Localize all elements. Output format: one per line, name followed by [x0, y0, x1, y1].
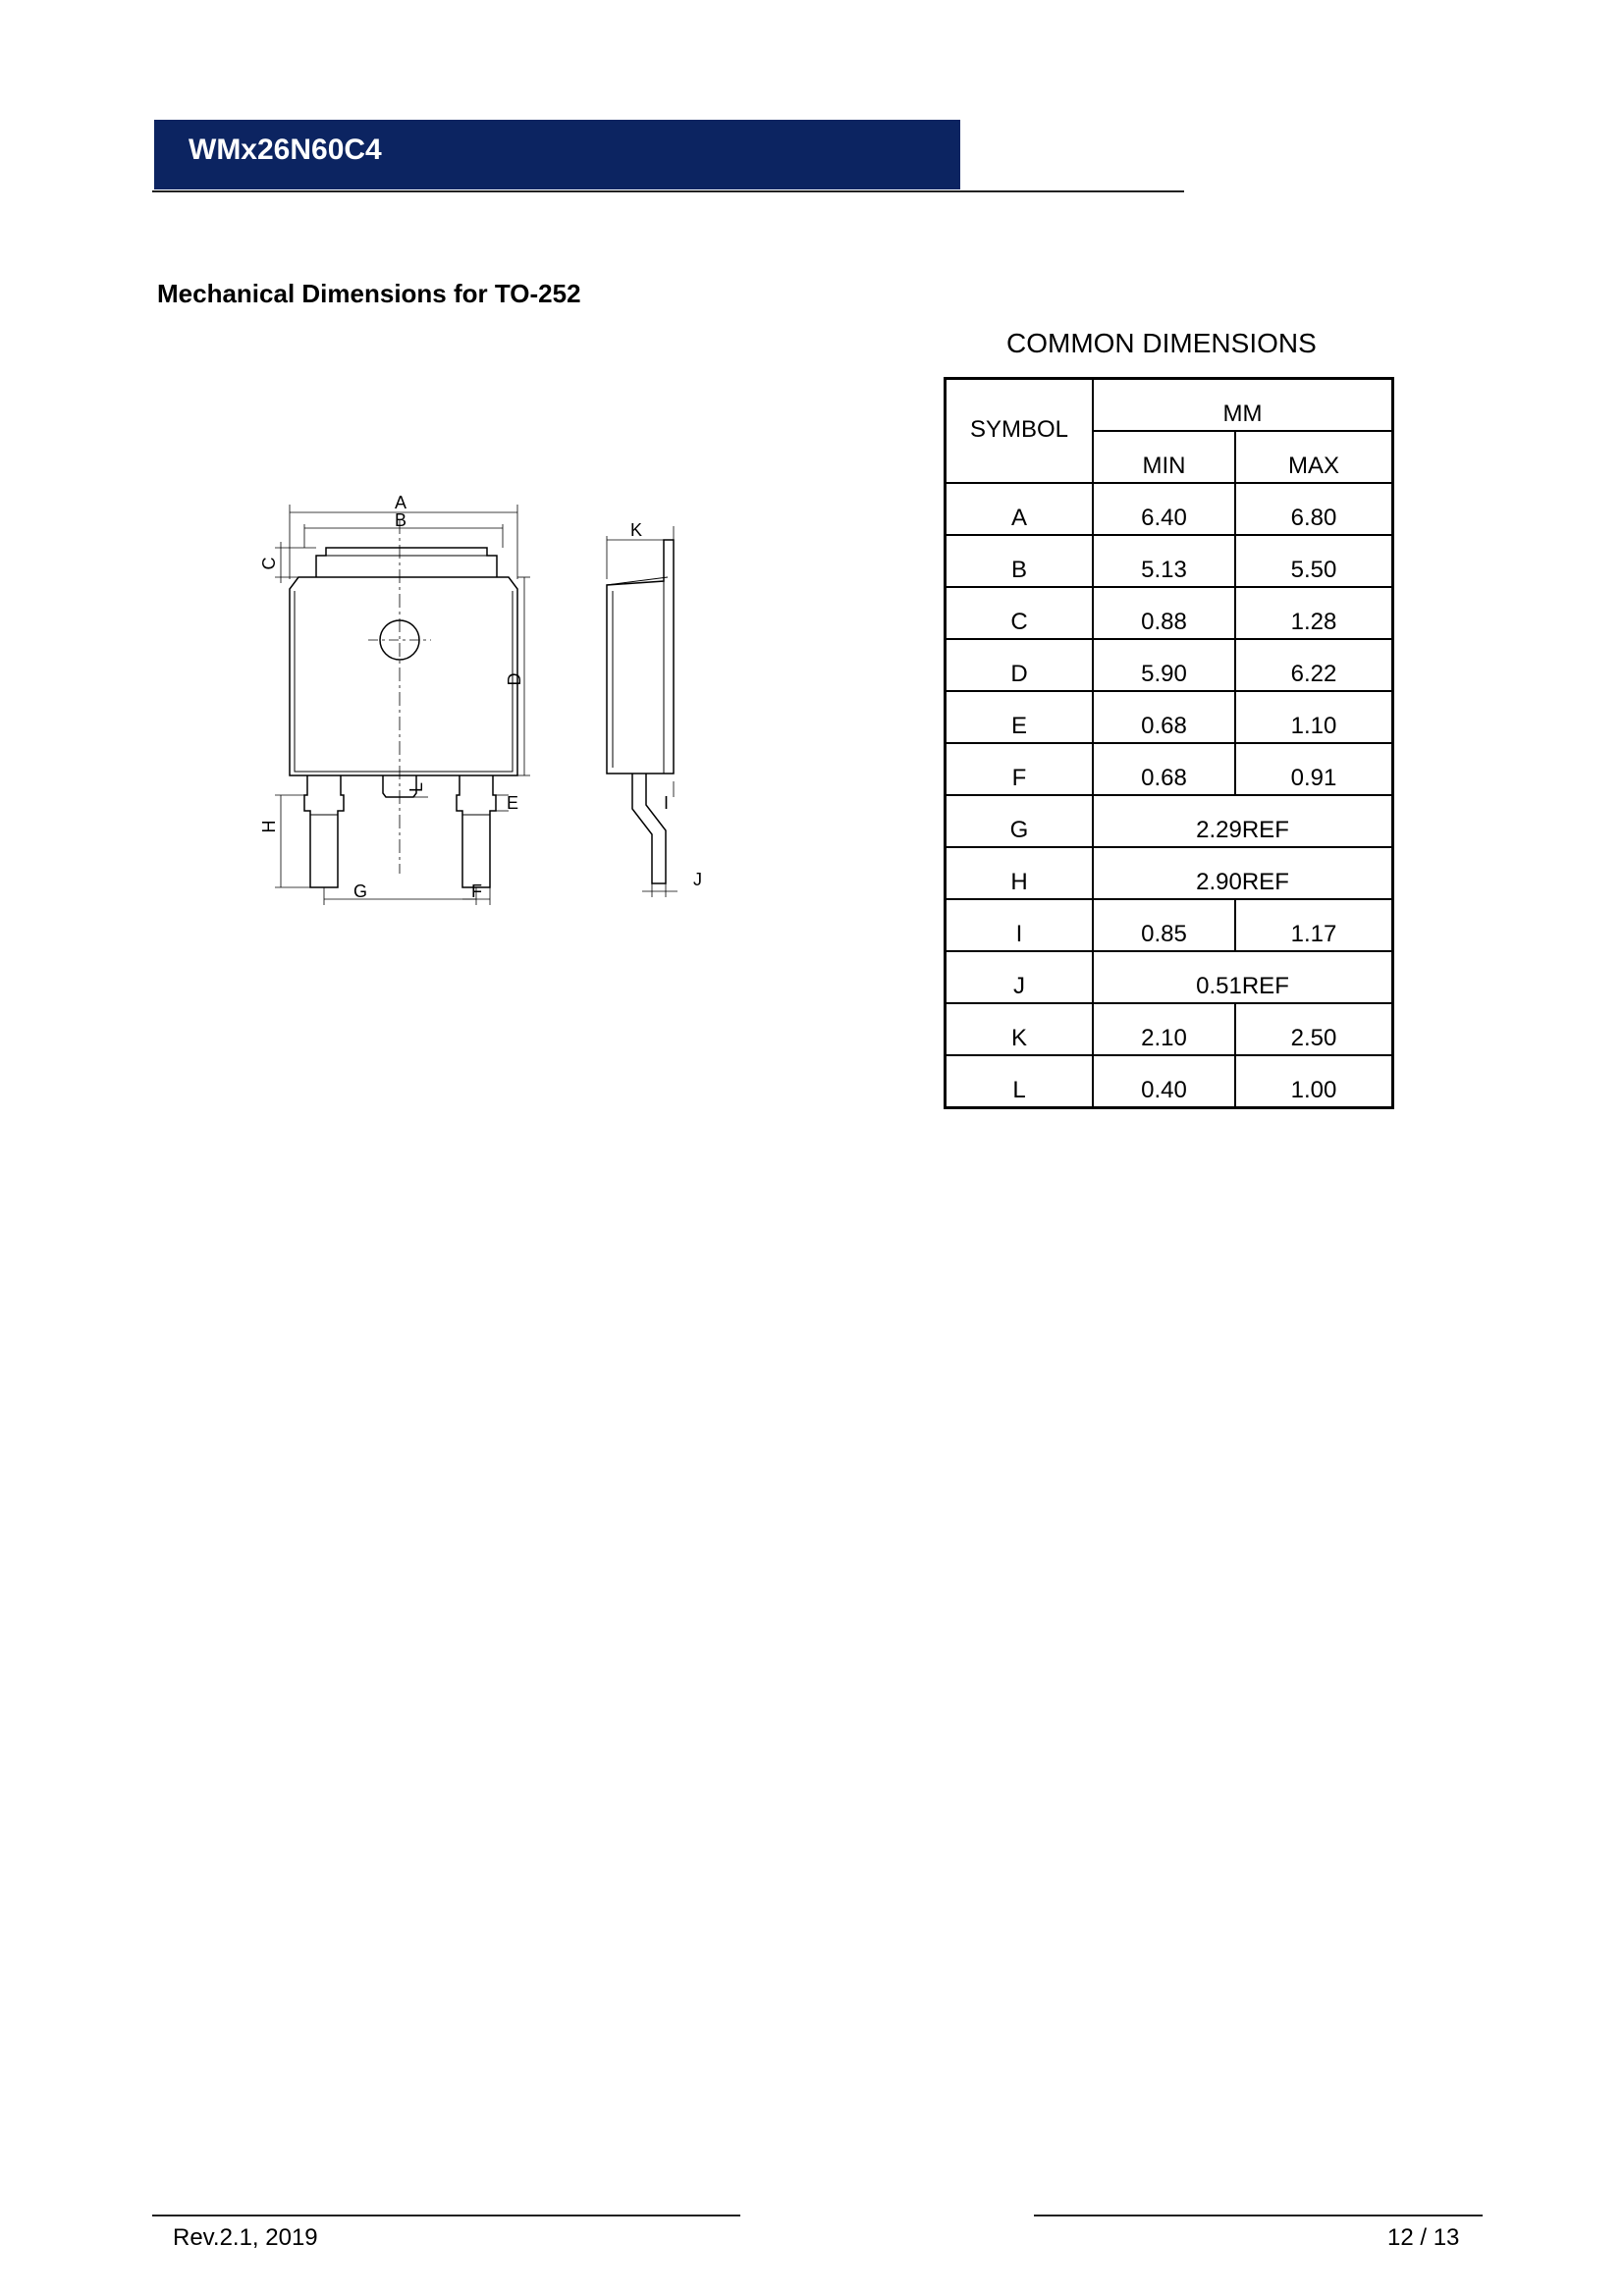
left-lead	[304, 775, 344, 887]
header-rule	[152, 190, 1184, 192]
section-title: Mechanical Dimensions for TO-252	[157, 279, 581, 308]
label-E: E	[507, 793, 519, 813]
label-H: H	[259, 820, 279, 833]
footer-page-number: 12 / 13	[1387, 2224, 1460, 2251]
table-row: B 5.13 5.50	[946, 535, 1393, 587]
table-row: E 0.68 1.10	[946, 691, 1393, 743]
footer-revision: Rev.2.1, 2019	[173, 2224, 318, 2251]
label-I: I	[664, 793, 670, 813]
label-B: B	[395, 510, 407, 530]
label-K: K	[630, 520, 643, 540]
footer-rule-left	[152, 2215, 740, 2216]
front-tab	[316, 548, 497, 577]
label-D: D	[505, 672, 524, 686]
table-caption: COMMON DIMENSIONS	[1006, 328, 1317, 358]
symbol-header: SYMBOL	[946, 379, 1094, 484]
table-row: C 0.88 1.28	[946, 587, 1393, 639]
label-A: A	[395, 493, 407, 512]
document-title: WMx26N60C4	[189, 133, 382, 166]
label-G: G	[353, 881, 368, 901]
table-row: K 2.10 2.50	[946, 1003, 1393, 1055]
label-C: C	[259, 557, 279, 570]
unit-header: MM	[1093, 379, 1393, 432]
table-row: J 0.51REF	[946, 951, 1393, 1003]
table-row: D 5.90 6.22	[946, 639, 1393, 691]
dimensions-table	[944, 377, 1394, 1109]
label-L: L	[406, 781, 426, 793]
header-bar	[154, 120, 960, 189]
label-F: F	[471, 881, 482, 901]
table-row: H 2.90REF	[946, 847, 1393, 899]
footer-rule-right	[1034, 2215, 1483, 2216]
table-row: I 0.85 1.17	[946, 899, 1393, 951]
label-J: J	[693, 870, 702, 889]
package-drawing	[245, 481, 727, 913]
table-row: F 0.68 0.91	[946, 743, 1393, 795]
front-body-outline	[290, 577, 517, 775]
table-row: L 0.40 1.00	[946, 1055, 1393, 1108]
table-row: G 2.29REF	[946, 795, 1393, 847]
side-lead	[632, 774, 666, 883]
table-row: A 6.40 6.80	[946, 483, 1393, 535]
right-lead	[457, 775, 496, 887]
max-header: MAX	[1235, 431, 1393, 483]
min-header: MIN	[1093, 431, 1235, 483]
